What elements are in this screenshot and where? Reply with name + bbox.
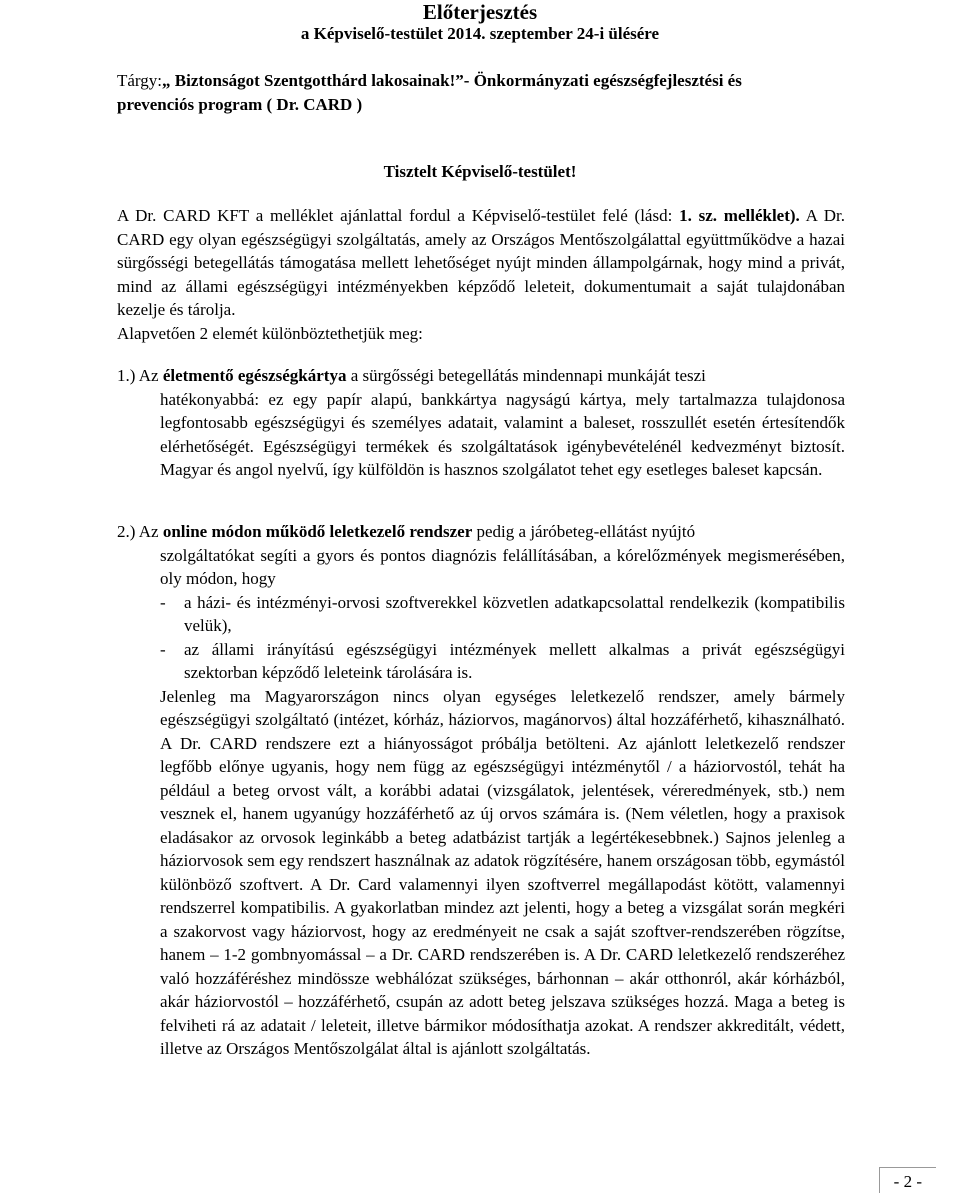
intro-last-line: Alapvetően 2 elemét különböztethetjük meg: — [117, 323, 423, 343]
attachment-reference: 1. sz. melléklet). — [679, 206, 800, 225]
subject-title: „ Biztonságot Szentgotthárd lakosainak!”- Önkormányzati egészségfejlesztési és — [162, 71, 742, 90]
item-2-paragraph: Jelenleg ma Magyarországon nincs olyan egységes leletkezelő rendszer, amely bármely egészségügyi szolgáltató (intézet, kórház, háziorvos, magánorvos) által hozzáférhető, kihasználható. A Dr. CARD rendszere ezt a hiányosságot próbálja betölteni. Az ajánlott leletkezelő rendszer legfőbb előnye ugyanis, hogy nem függ az egészségügyi intézménytől / a háziorvostól, tehát ha például a beteg orvost vált, a korábbi adatai (vizsgálatok, jelentések, véreredmények, stb.) nem vesznek el, hanem ugyanúgy hozzáférhető az új orvos számára is. (Nem véletlen, hogy a praxisok eladásakor az orvosok leginkább a beteg adatbázist tartják a legértékesebbnek.) Sajnos jelenleg a háziorvosok sem egy rendszert használnak az adatok rögzítésére, hanem országosan több, egymástól különböző szoftvert. A Dr. Card valamennyi ilyen szoftverrel megállapodást kötött, valamennyi rendszerrel kompatibilis. A gyakorlatban mindez azt jelenti, hogy a beteg a vizsgálat során megkéri a szakorvost vagy háziorvost, hogy az eredményeit ne csak a saját szoftver-rendszerében rögzítse, hanem – 1-2 gombnyomással – a Dr. CARD rendszerében is. A Dr. CARD leletkezelő rendszeréhez való hozzáféréshez mindössze webhálózat szükséges, bárhonnan – akár otthonról, akár kórházból, akár háziorvostól – hozzáférhető, csupán az adott beteg jelszava szükséges hozzá. Maga a beteg is felviheti rá az adatait / leleteit, illetve bármikor módosíthatja azokat. A rendszer akkreditált, védett, illetve az Országos Mentőszolgálat által is ajánlott szolgáltatás. — [160, 686, 845, 1058]
item-1-number: 1.) — [117, 366, 136, 385]
page-number: - 2 - — [879, 1167, 936, 1194]
subject-title-continuation: prevenciós program ( Dr. CARD ) — [117, 94, 363, 114]
intro-paragraph — [117, 204, 845, 345]
intro-text-continued: A Dr. CARD egy olyan egészségügyi szolgáltatás, amely az Országos Mentőszolgálattal együttműködve a hazai sürgősségi betegellátás támogatása mellett lehetőséget nyújt minden állampolgárnak, hogy mind a privát, mind az állami egészségügyi intézményekben képződő leleteit, dokumentumait a saját tulajdonában kezelje és tárolja. — [117, 206, 846, 319]
salutation: Tisztelt Képviselő-testület! — [383, 162, 577, 181]
intro-text: A Dr. CARD KFT a melléklet ajánlattal fordul a Képviselő-testület felé (lásd: — [117, 206, 673, 225]
item-2-text: pedig a járóbeteg-ellátást nyújtó — [472, 522, 696, 541]
bullet-text: a házi- és intézményi-orvosi szoftverekkel közvetlen adatkapcsolattal rendelkezik (kompatibilis velük), — [184, 592, 845, 635]
bullet-text: az állami irányítású egészségügyi intézmények mellett alkalmas a privát egészségügyi szektorban képződő leleteink tárolására is. — [184, 639, 845, 682]
item-2: 2.) Az online módon működő leletkezelő rendszer pedig a járóbeteg-ellátást nyújtó szolgáltatókat segíti a gyors és pontos diagnózis felállításában, a kórelőzmények megismerésében, oly módon, hogy - a házi- és intézményi-orvosi szoftverekkel közvetlen adatkapcsolattal rendelkezik (kompatibilis velük), - az állami irányítású egészségügyi intézmények mellett alkalmas a privát egészségügyi szektorban képződő leleteink tárolására is. Jelenleg ma Magyarországon nincs olyan egységes leletkezelő rendszer, amely bármely egészségügyi szolgáltató (intézet, kórház, háziorvos, magánorvos) által hozzáférhető, kihasználható. A Dr. CARD rendszere ezt a hiányosságot próbálja betölteni. Az ajánlott leletkezelő rendszer legfőbb előnye ugyanis, hogy nem függ az egészségügyi intézménytől / a háziorvostól, tehát ha például a beteg orvost vált, a korábbi adatai (vizsgálatok, jelentések, véreredmények, stb.) nem vesznek el, hanem ugyanúgy hozzáférhető az új orvos számára is. (Nem véletlen, hogy a praxisok eladásakor az orvosok leginkább a beteg adatbázist tartják a legértékesebbnek.) Sajnos jelenleg a háziorvosok sem egy rendszert használnak az adatok rögzítésére, hanem országosan több, egymástól különböző szoftvert. A Dr. Card valamennyi ilyen szoftverrel megállapodást kötött, valamennyi rendszerrel kompatibilis. A gyakorlatban mindez azt jelenti, hogy a beteg a vizsgálat során megkéri a szakorvost vagy háziorvost, hogy az eredményeit ne csak a saját szoftver-rendszerében rögzítse, hanem – 1-2 gombnyomással – a Dr. CARD rendszerében is. A Dr. CARD leletkezelő rendszeréhez való hozzáféréshez mindössze webhálózat szükséges, bárhonnan – akár otthonról, akár kórházból, akár háziorvostól – hozzáférhető, csupán az adott beteg jelszava szükséges hozzá. Maga a beteg is felviheti rá az adatait / leleteit, illetve bármikor módosíthatja azokat. A rendszer akkreditált, védett, illetve az Országos Mentőszolgálat által is ajánlott szolgáltatás. — [117, 520, 845, 1061]
bullet-dash: - — [160, 592, 166, 612]
document-subtitle: a Képviselő-testület 2014. szeptember 24-i ülésére — [300, 24, 660, 43]
subject-prefix: Tárgy: — [117, 71, 163, 90]
subject-paragraph — [117, 69, 845, 116]
item-1-term-a: életmentő — [162, 366, 234, 385]
item-1: 1.) Az életmentő egészségkártya a sürgősségi betegellátás mindennapi munkáját teszi hatékonyabbá: ez egy papír alapú, bankkártya nagyságú kártya, mely tartalmazza tulajdonosa legfontosabb egészségügyi és személyes adatait, valamint a baleset, rosszullét esetén értesítendők elérhetőségét. Egészségügyi termékek és szolgáltatások igénybevételénél kedvezményt biztosít. Magyar és angol nyelvű, így külföldön is hasznos szolgálatot tehet egy esetleges baleset kapcsán. — [117, 364, 845, 482]
item-2-number: 2.) — [117, 522, 136, 541]
bullet-dash: - — [160, 639, 166, 659]
bullet-item — [160, 591, 845, 638]
item-2-continuation: szolgáltatókat segíti a gyors és pontos diagnózis felállításában, a kórelőzmények megismerésében, oly módon, hogy — [160, 545, 845, 588]
item-1-term-b: egészségkártya — [237, 366, 347, 385]
item-1-text: a sürgősségi betegellátás mindennapi munkáját teszi — [346, 366, 706, 385]
document-title: Előterjesztés — [422, 0, 538, 24]
item-1-continuation: hatékonyabbá: ez egy papír alapú, bankkártya nagyságú kártya, mely tartalmazza tulajdonosa legfontosabb egészségügyi és személyes adatait, valamint a baleset, rosszullét esetén értesítendők elérhetőségét. Egészségügyi termékek és szolgáltatások igénybevételénél kedvezményt biztosít. Magyar és angol nyelvű, így külföldön is hasznos szolgálatot tehet egy esetleges baleset kapcsán. — [160, 389, 845, 479]
bullet-item — [160, 638, 845, 685]
item-2-term: online módon működő leletkezelő rendszer — [162, 522, 473, 541]
